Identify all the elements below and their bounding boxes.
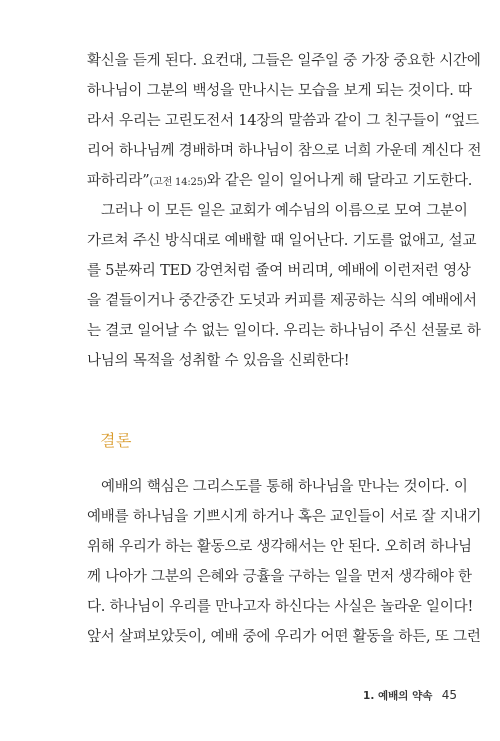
section-heading: 결론 xyxy=(100,431,132,450)
body-text-bottom xyxy=(87,472,482,652)
text-line: 하나님이 그분의 백성을 만나시는 모습을 보게 되는 것이다. 따 xyxy=(87,83,472,99)
page-number: 45 xyxy=(441,688,457,702)
scripture-citation: (고전 14:25) xyxy=(149,177,207,188)
text-line: 앞서 살펴보았듯이, 예배 중에 우리가 어떤 활동을 하든, 또 그런 xyxy=(87,629,481,645)
text-line xyxy=(87,166,473,196)
paragraph-2 xyxy=(87,196,481,376)
text-line: 를 5분짜리 TED 강연처럼 줄여 버리며, 예배에 이런저런 영상 xyxy=(87,263,471,279)
text-line: 예배를 하나님을 기쁘시게 하거나 혹은 교인들이 서로 잘 지내기 xyxy=(87,509,482,525)
text-line: 리어 하나님께 경배하며 하나님이 참으로 너희 가운데 계신다 전 xyxy=(87,143,482,159)
text-line: 다. 하나님이 우리를 만나고자 하신다는 사실은 놀라운 일이다! xyxy=(87,599,474,615)
running-chapter-title: 1. 예배의 약속 xyxy=(363,690,433,702)
text-line: 예배의 핵심은 그리스도를 통해 하나님을 만나는 것이다. 이 xyxy=(101,479,468,495)
paragraph-3 xyxy=(87,472,482,652)
text-line: 위해 우리가 하는 활동으로 생각해서는 안 된다. 오히려 하나님 xyxy=(87,539,472,555)
body-text-top xyxy=(87,46,482,376)
text-line: 께 나아가 그분의 은혜와 긍휼을 구하는 일을 먼저 생각해야 한 xyxy=(87,569,472,585)
text-fragment: 와 같은 일이 일어나게 해 달라고 기도한다. xyxy=(206,173,473,189)
text-line: 는 결코 일어날 수 없는 일이다. 우리는 하나님이 주신 선물로 하 xyxy=(87,323,481,339)
paragraph-1 xyxy=(87,46,482,196)
text-line: 라서 우리는 고린도전서 14장의 말씀과 같이 그 친구들이 “엎드 xyxy=(87,113,479,129)
text-line: 가르쳐 주신 방식대로 예배할 때 일어난다. 기도를 없애고, 설교 xyxy=(87,233,477,249)
text-line: 그러나 이 모든 일은 교회가 예수님의 이름으로 모여 그분이 xyxy=(101,203,468,219)
text-line: 확신을 듣게 된다. 요컨대, 그들은 일주일 중 가장 중요한 시간에 xyxy=(87,53,481,69)
text-line: 나님의 목적을 성취할 수 있음을 신뢰한다! xyxy=(87,353,350,369)
text-fragment: 파하리라” xyxy=(87,173,150,189)
text-line: 을 곁들이거나 중간중간 도넛과 커피를 제공하는 식의 예배에서 xyxy=(87,293,477,309)
page-footer xyxy=(363,688,457,703)
